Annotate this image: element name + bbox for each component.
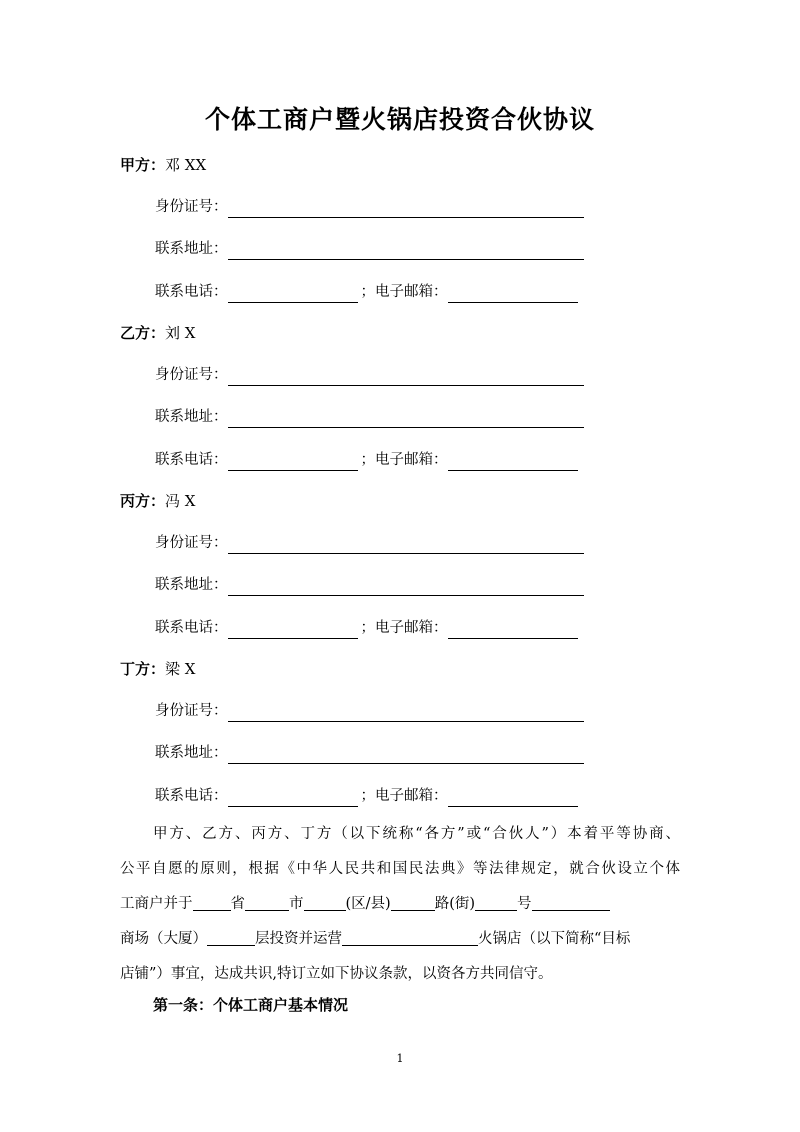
email-blank[interactable] [448,622,578,639]
address-blank[interactable] [228,411,584,428]
preamble-line-5: 店铺”）事宜，达成共识,特订立如下协议条款，以资各方共同信守。 [120,966,553,982]
city-blank[interactable] [245,892,289,911]
phone-blank[interactable] [228,790,358,807]
party-c-heading [120,490,195,511]
id-label: 身份证号： [155,199,228,215]
party-d-name: 梁 X [165,660,196,678]
preamble-text: 层投资并运营 [255,931,342,947]
phone-label: 联系电话： [155,788,228,804]
party-d-heading [120,658,195,679]
address-label: 联系地址： [155,241,228,257]
id-blank[interactable] [228,537,584,554]
party-b-address-row [155,406,584,428]
address-label: 联系地址： [155,745,228,761]
phone-label: 联系电话： [155,620,228,636]
page-number: 1 [396,1052,404,1065]
party-a-address-row [155,238,584,260]
email-separator: ； [360,284,375,300]
document-title: 个体工商户暨火锅店投资合伙协议 [204,105,595,134]
party-b-contact-row [155,449,578,471]
road-blank[interactable] [391,892,435,911]
party-a-heading [120,154,206,175]
party-b-id-row [155,364,584,386]
party-a-id-row [155,196,584,218]
district-blank[interactable] [304,892,346,911]
id-blank[interactable] [228,201,584,218]
party-c-address-row [155,574,584,596]
phone-blank[interactable] [228,454,358,471]
id-blank[interactable] [228,369,584,386]
party-d-address-row [155,742,584,764]
preamble-line-3 [120,887,680,922]
email-label: 电子邮箱： [375,284,448,300]
preamble-text: 火锅店（以下简称“目标 [478,931,631,947]
party-a-contact-row [155,281,578,303]
preamble-paragraph [120,817,680,992]
party-c-id-row [155,532,584,554]
address-label: 联系地址： [155,409,228,425]
floor-blank[interactable] [207,927,255,946]
address-blank[interactable] [228,579,584,596]
party-d-role: 丁方： [120,660,166,678]
store-name-blank[interactable] [342,927,478,946]
preamble-line-1: 甲方、乙方、丙方、丁方（以下统称“各方”或“合伙人”）本着平等协商、 [153,826,680,842]
preamble-text: (区/县) [345,896,391,912]
address-blank[interactable] [228,243,584,260]
email-separator: ； [360,452,375,468]
party-d-id-row [155,700,584,722]
email-blank[interactable] [448,286,578,303]
id-label: 身份证号： [155,535,228,551]
phone-blank[interactable] [228,286,358,303]
phone-label: 联系电话： [155,284,228,300]
id-label: 身份证号： [155,367,228,383]
preamble-text: 市 [289,896,304,912]
email-label: 电子邮箱： [375,620,448,636]
party-b-role: 乙方： [120,324,166,342]
address-blank[interactable] [228,747,584,764]
preamble-line-2: 公平自愿的原则，根据《中华人民共和国民法典》等法律规定，就合伙设立个体 [120,861,680,877]
id-blank[interactable] [228,705,584,722]
email-blank[interactable] [448,454,578,471]
party-b-name: 刘 X [165,324,196,342]
preamble-text: 工商户并于 [120,896,193,912]
article-1-heading: 第一条：个体工商户基本情况 [153,996,349,1014]
party-a-name: 邓 XX [165,156,207,174]
email-separator: ； [360,788,375,804]
province-blank[interactable] [193,892,231,911]
party-c-role: 丙方： [120,492,166,510]
mall-blank[interactable] [532,892,610,911]
preamble-line-4 [120,922,680,957]
party-c-contact-row [155,617,578,639]
id-label: 身份证号： [155,703,228,719]
email-label: 电子邮箱： [375,788,448,804]
email-separator: ； [360,620,375,636]
party-c-name: 冯 X [165,492,196,510]
preamble-text: 号 [517,896,532,912]
phone-label: 联系电话： [155,452,228,468]
preamble-text: 省 [230,896,245,912]
party-b-heading [120,322,195,343]
party-a-role: 甲方： [120,156,166,174]
email-blank[interactable] [448,790,578,807]
phone-blank[interactable] [228,622,358,639]
email-label: 电子邮箱： [375,452,448,468]
preamble-text: 商场（大厦） [120,931,207,947]
party-d-contact-row [155,785,578,807]
preamble-text: 路(街) [434,896,476,912]
address-label: 联系地址： [155,577,228,593]
number-blank[interactable] [475,892,517,911]
